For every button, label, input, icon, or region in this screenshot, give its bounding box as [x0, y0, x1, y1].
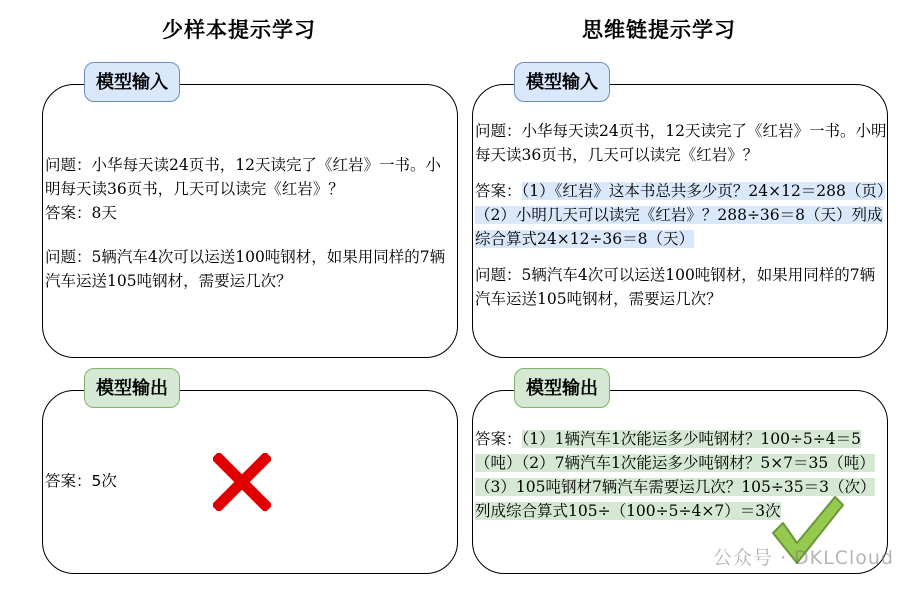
right-input-tag: 模型输入 [514, 62, 610, 102]
left-output-box [42, 390, 458, 574]
left-input-tag: 模型输入 [84, 62, 180, 102]
left-input-box [42, 84, 458, 358]
right-output-tag: 模型输出 [514, 368, 610, 408]
right-input-box [472, 84, 888, 358]
right-answer-1-body: （1）《红岩》这本书总共多少页？24×12＝288（页）（2）小明几天可以读完《红岩》？288÷36＝8（天）列成综合算式24×12÷36＝8（天） [475, 182, 885, 248]
left-output-tag: 模型输出 [84, 368, 180, 408]
right-output-prefix: 答案： [475, 430, 522, 448]
watermark: 公众号 · DKLCloud [712, 547, 894, 569]
right-output-body: （1）1辆汽车1次能运多少吨钢材？100÷5÷4＝5（吨）（2）7辆汽车1次能运多少吨钢材？5×7＝35（吨）（3）105吨钢材7辆汽车需要运几次？105÷35＝3（次）列成综合算式105÷（100÷5÷4×7）＝3次 [475, 430, 876, 520]
right-answer-1 [475, 179, 887, 251]
left-column-title: 少样本提示学习 [162, 18, 316, 42]
right-input-text [475, 119, 887, 311]
left-answer-1: 答案：8天 [45, 204, 117, 222]
left-output-answer: 答案：5次 [45, 472, 117, 490]
right-answer-1-prefix: 答案： [475, 182, 522, 200]
left-input-text [45, 153, 455, 293]
right-column-title: 思维链提示学习 [582, 18, 736, 42]
cross-mark-icon [213, 453, 271, 511]
left-question-2: 问题：5辆汽车4次可以运送100吨钢材，如果用同样的7辆汽车运送105吨钢材，需要运几次？ [45, 248, 446, 290]
left-question-1: 问题：小华每天读24页书，12天读完了《红岩》一书。小明每天读36页书，几天可以读完《红岩》？ [45, 156, 441, 198]
right-question-1: 问题：小华每天读24页书，12天读完了《红岩》一书。小明每天读36页书，几天可以读完《红岩》？ [475, 122, 887, 164]
right-question-2: 问题：5辆汽车4次可以运送100吨钢材，如果用同样的7辆汽车运送105吨钢材，需要运几次？ [475, 266, 876, 308]
